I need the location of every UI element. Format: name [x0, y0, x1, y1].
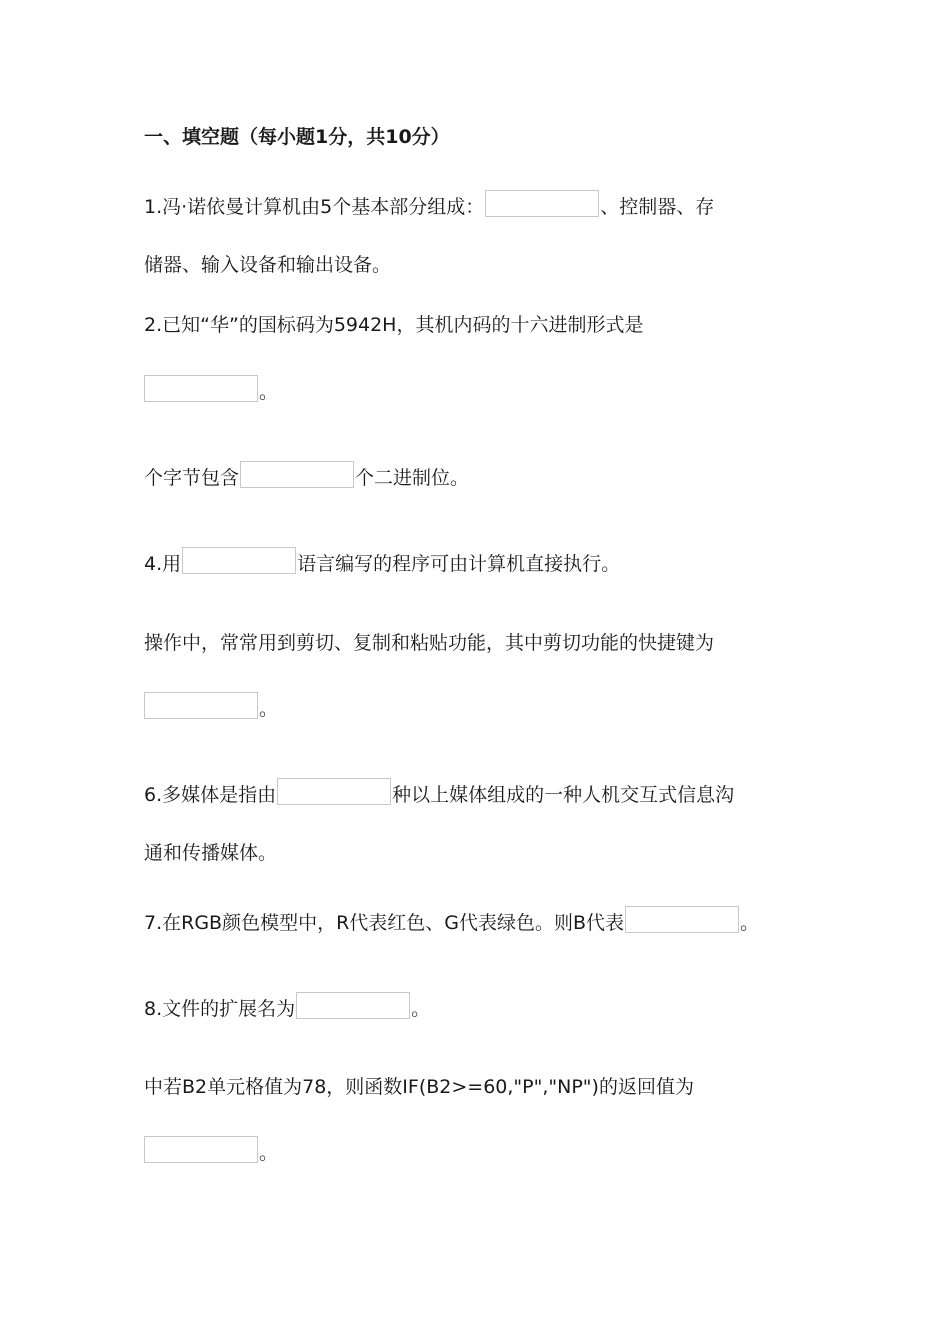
question-4-text-after: 语言编写的程序可由计算机直接执行。: [297, 553, 621, 575]
question-7-text-after: 。: [740, 912, 760, 934]
section-title: 一、填空题（每小题1分，共10分）: [144, 126, 450, 148]
question-8-line: [144, 995, 430, 1023]
question-3-line: [144, 464, 469, 492]
question-10-line-2: [144, 1139, 278, 1167]
question-8-text-after: 。: [411, 998, 431, 1020]
question-3-text-before: 个字节包含: [144, 467, 240, 489]
question-2-answer-blank[interactable]: [144, 375, 258, 402]
question-3-text-after: 个二进制位。: [355, 467, 470, 489]
question-3-answer-blank[interactable]: [240, 461, 354, 488]
question-5-line-1: 操作中，常常用到剪切、复制和粘贴功能，其中剪切功能的快捷键为: [144, 632, 715, 654]
question-8-answer-blank[interactable]: [296, 992, 410, 1019]
question-4-line: [144, 550, 620, 578]
question-5-line-2: [144, 695, 278, 723]
question-8-text-before: 8.文件的扩展名为: [144, 998, 296, 1020]
question-2-line-2: [144, 378, 278, 406]
question-6-line-2: 通和传播媒体。: [144, 842, 278, 864]
question-2-line-1: 2.已知“华”的国标码为5942H，其机内码的十六进制形式是: [144, 314, 644, 336]
question-6-text-after: 种以上媒体组成的一种人机交互式信息沟: [392, 784, 735, 806]
question-6-text-before: 6.多媒体是指由: [144, 784, 277, 806]
question-1-answer-blank[interactable]: [485, 190, 599, 217]
question-1-line-2: 储器、输入设备和输出设备。: [144, 254, 392, 276]
question-6-line-1: [144, 781, 734, 809]
question-5-text-after: 。: [259, 698, 279, 720]
question-4-text-before: 4.用: [144, 553, 182, 575]
question-5-answer-blank[interactable]: [144, 692, 258, 719]
question-7-answer-blank[interactable]: [625, 906, 739, 933]
question-10-line-1: 中若B2单元格值为78，则函数IF(B2>=60,"P","NP")的返回值为: [144, 1076, 694, 1098]
question-10-answer-blank[interactable]: [144, 1136, 258, 1163]
question-2-text-after: 。: [259, 381, 279, 403]
question-7-line: [144, 909, 759, 937]
question-1-text-before: 1.冯·诺依曼计算机由5个基本部分组成：: [144, 196, 485, 218]
question-1-line-1: [144, 193, 714, 221]
question-6-answer-blank[interactable]: [277, 778, 391, 805]
question-4-answer-blank[interactable]: [182, 547, 296, 574]
question-10-text-after: 。: [259, 1142, 279, 1164]
question-7-text-before: 7.在RGB颜色模型中，R代表红色、G代表绿色。则B代表: [144, 912, 625, 934]
question-1-text-after: 、控制器、存: [600, 196, 715, 218]
